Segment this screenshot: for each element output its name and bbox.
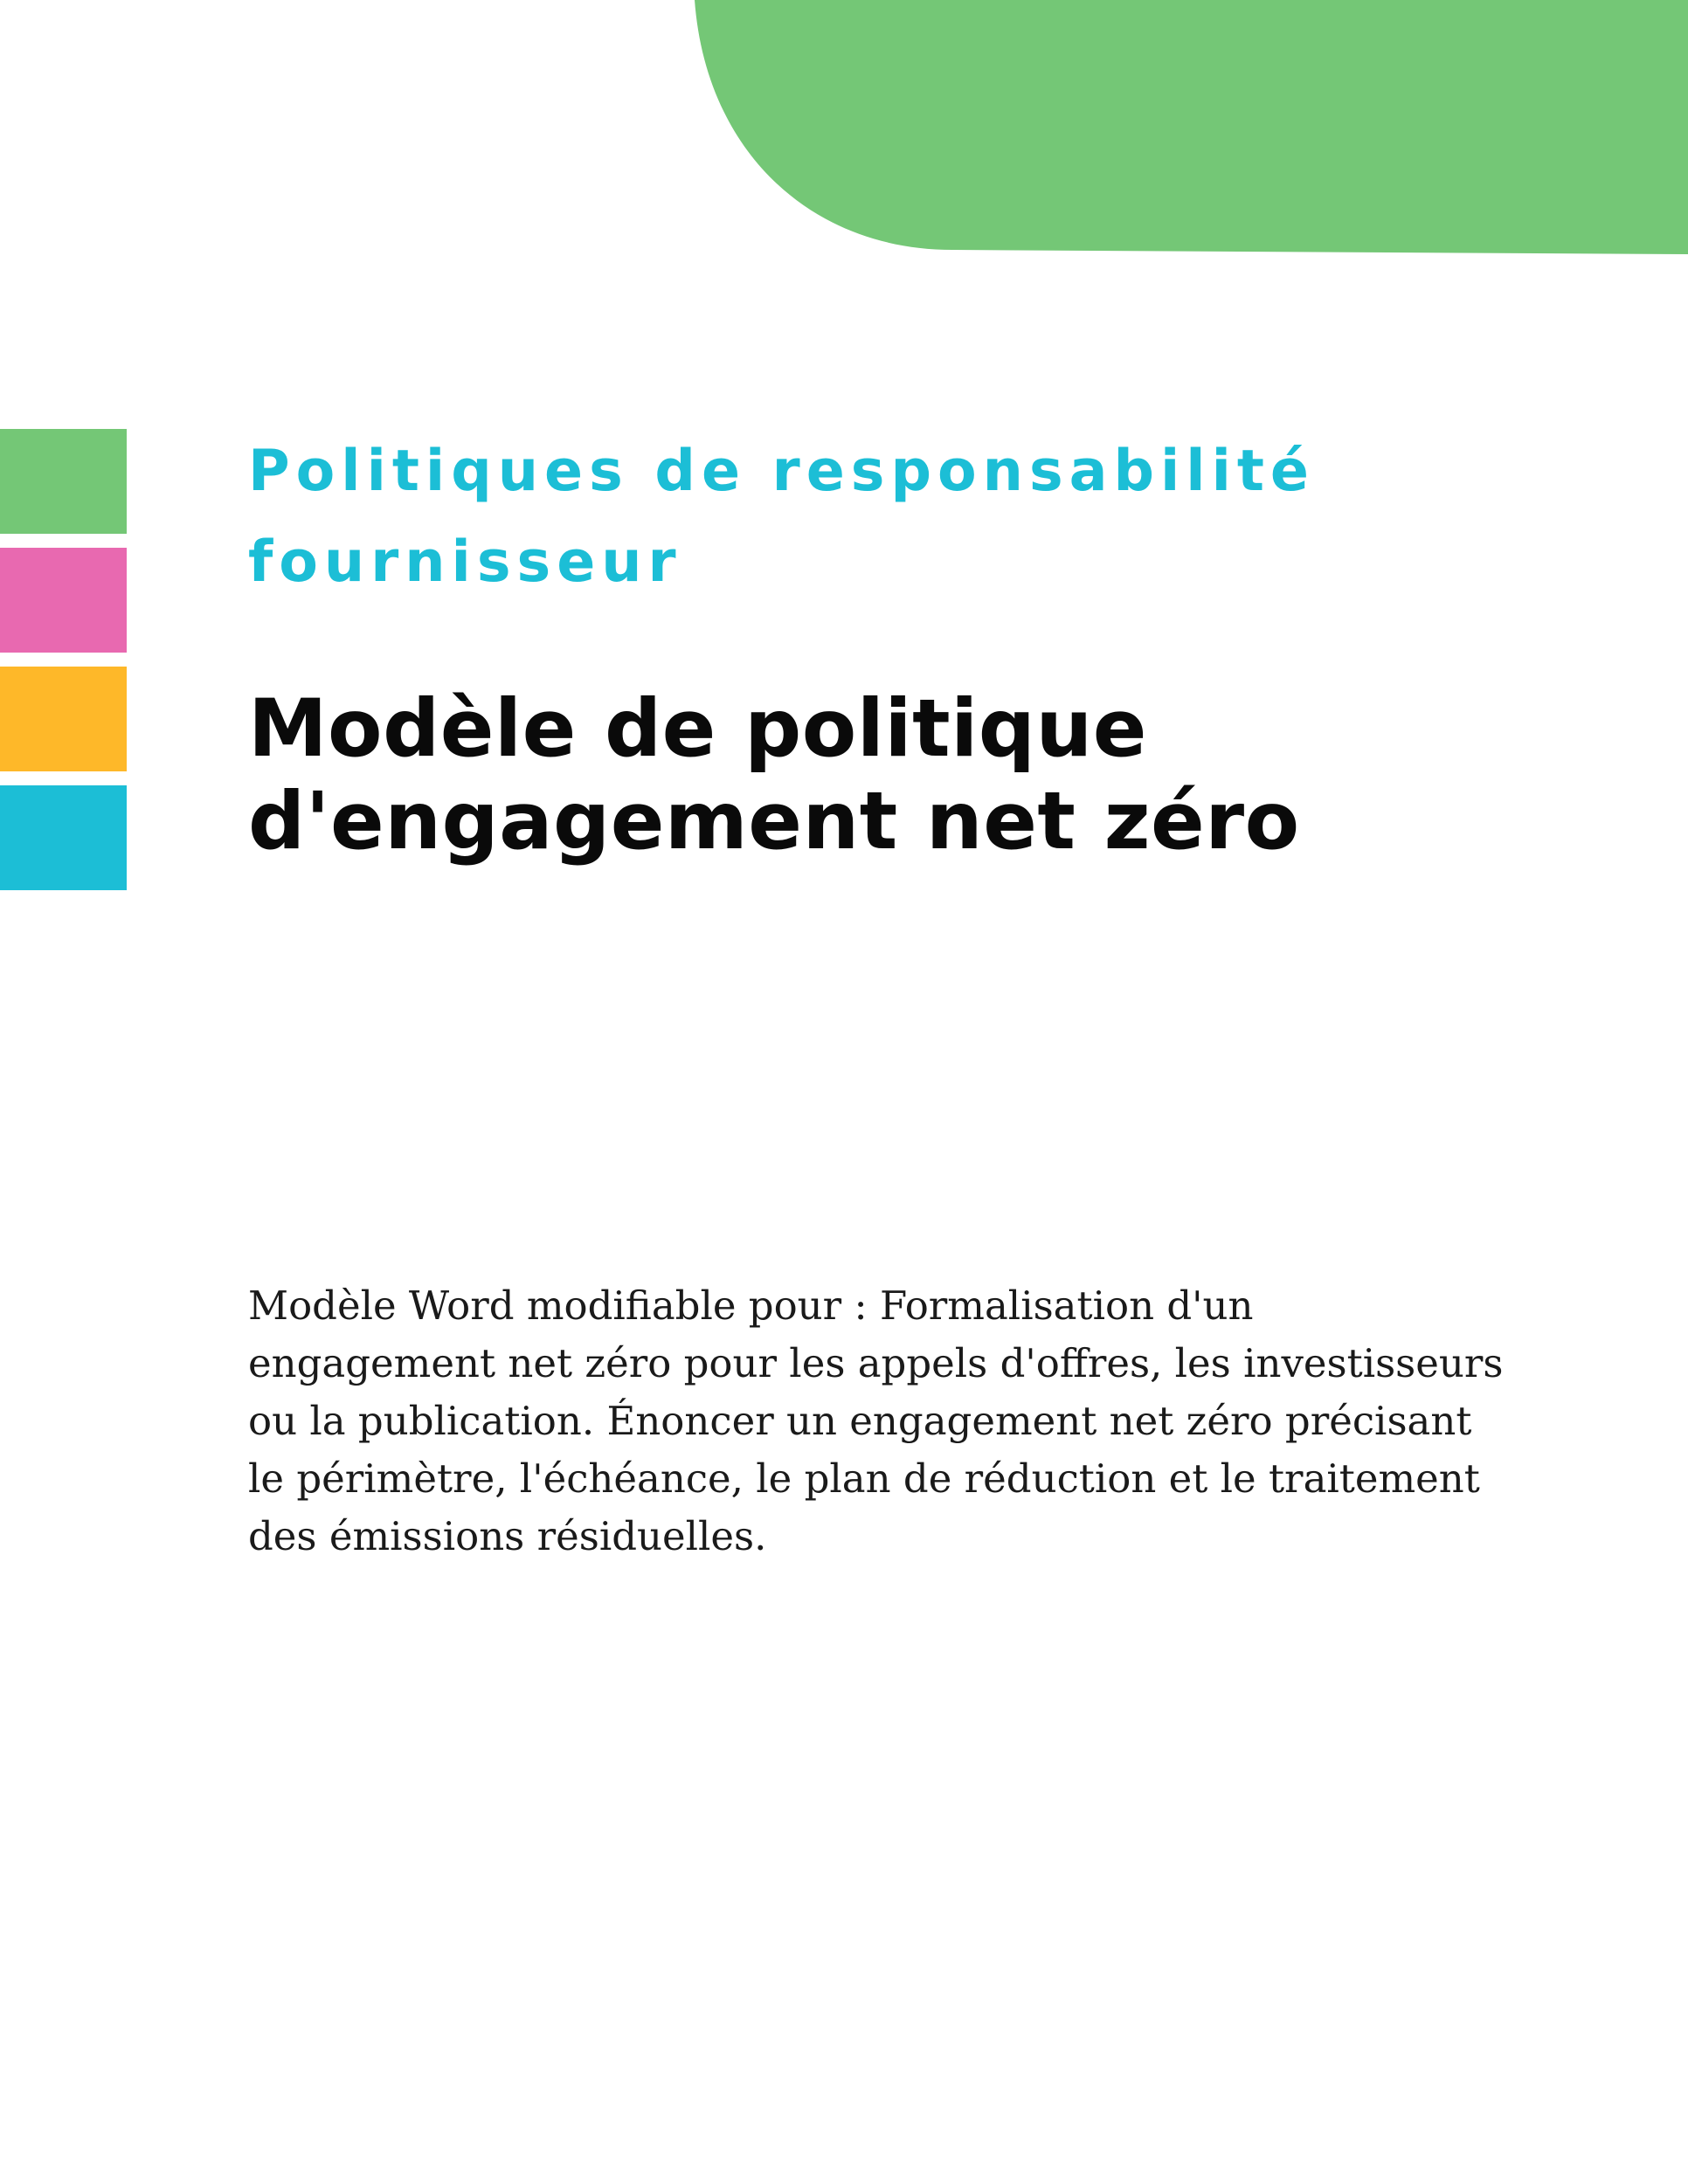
category-heading: Politiques de responsabilité fournisseur <box>248 439 1316 595</box>
yellow-swatch <box>0 667 127 771</box>
top-green-shape <box>0 0 1688 262</box>
cyan-swatch <box>0 785 127 890</box>
green-banner-shape <box>695 0 1688 254</box>
green-swatch <box>0 429 127 534</box>
document-title: Modèle de politique d'engagement net zéro <box>248 683 1300 867</box>
document-description: Modèle Word modifiable pour : Formalisation d'un engagement net zéro pour les appels d'offres, les investisseurs ou la publication. Énoncer un engagement net zéro précisant le périmètre, l'échéance, le plan de réduction et le traitement des émissions résiduelles. <box>248 1282 1504 1559</box>
pink-swatch <box>0 548 127 653</box>
